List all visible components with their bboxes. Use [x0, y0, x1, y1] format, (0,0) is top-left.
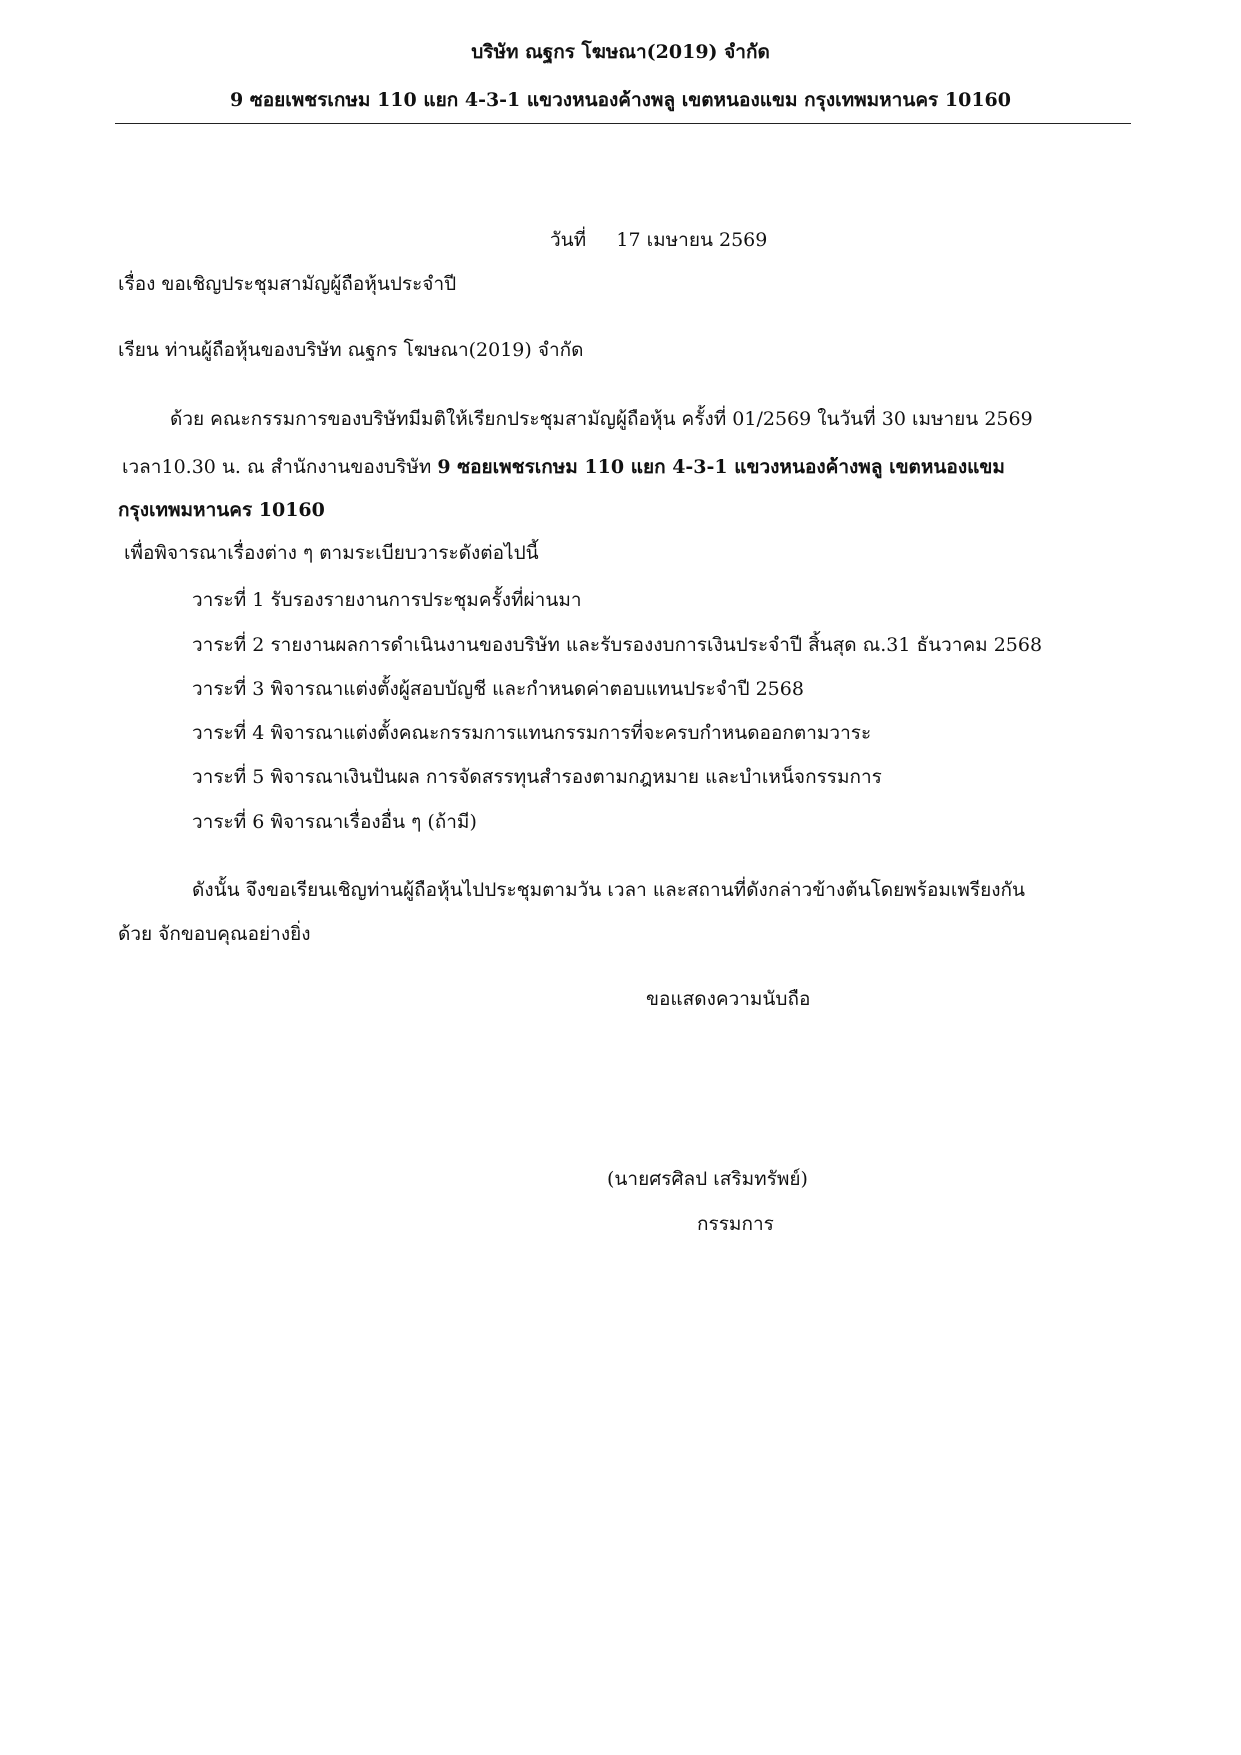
agenda-item: วาระที่ 5 พิจารณาเงินปันผล การจัดสรรทุนสำรองตามกฎหมาย และบำเหน็จกรรมการ [192, 766, 882, 788]
recipient-line: เรียน ท่านผู้ถือหุ้นของบริษัท ณฐกร โฆษณา(2019) จำกัด [118, 339, 584, 361]
agenda-item: วาระที่ 1 รับรองรายงานการประชุมครั้งที่ผ่านมา [192, 589, 582, 611]
date-value: 17 เมษายน 2569 [616, 229, 768, 251]
company-name: บริษัท ณฐกร โฆษณา(2019) จำกัด [471, 41, 770, 63]
meeting-time-place: เวลา10.30 น. ณ สำนักงานของบริษัท [122, 456, 438, 478]
agenda-intro: เพื่อพิจารณาเรื่องต่าง ๆ ตามระเบียบวาระดังต่อไปนี้ [124, 542, 539, 564]
agenda-item: วาระที่ 4 พิจารณาแต่งตั้งคณะกรรมการแทนกรรมการที่จะครบกำหนดออกตามวาระ [192, 722, 872, 744]
agenda-item: วาระที่ 3 พิจารณาแต่งตั้งผู้สอบบัญชี และกำหนดค่าตอบแทนประจำปี 2568 [192, 678, 804, 700]
date-label: วันที่ [550, 229, 587, 251]
meeting-address: 9 ซอยเพชรเกษม 110 แยก 4-3-1 แขวงหนองค้างพลู เขตหนองแขม [437, 456, 1005, 478]
signatory-title: กรรมการ [697, 1213, 774, 1235]
body-line-1: ด้วย คณะกรรมการของบริษัทมีมติให้เรียกประชุมสามัญผู้ถือหุ้น ครั้งที่ 01/2569 ในวันที่ 30 เมษายน 2569 [170, 408, 1033, 430]
body-line-2 [122, 455, 1005, 479]
agenda-item: วาระที่ 6 พิจารณาเรื่องอื่น ๆ (ถ้ามี) [192, 811, 477, 833]
agenda-item: วาระที่ 2 รายงานผลการดำเนินงานของบริษัท และรับรองงบการเงินประจำปี สิ้นสุด ณ.31 ธันวาคม 2568 [192, 634, 1043, 656]
signatory-name: (นายศรศิลป เสริมทรัพย์) [607, 1168, 808, 1190]
date-line [550, 228, 767, 252]
closing-line-1: ดังนั้น จึงขอเรียนเชิญท่านผู้ถือหุ้นไปประชุมตามวัน เวลา และสถานที่ดังกล่าวข้างต้นโดยพร้อมเพรียงกัน [192, 879, 1026, 901]
meeting-address-city: กรุงเทพมหานคร 10160 [118, 499, 325, 521]
company-address: 9 ซอยเพชรเกษม 110 แยก 4-3-1 แขวงหนองค้างพลู เขตหนองแขม กรุงเทพมหานคร 10160 [230, 89, 1011, 111]
sign-off: ขอแสดงความนับถือ [646, 988, 811, 1010]
subject-line: เรื่อง ขอเชิญประชุมสามัญผู้ถือหุ้นประจำปี [118, 273, 457, 295]
header-divider [115, 123, 1131, 124]
closing-line-2: ด้วย จักขอบคุณอย่างยิ่ง [118, 923, 311, 945]
